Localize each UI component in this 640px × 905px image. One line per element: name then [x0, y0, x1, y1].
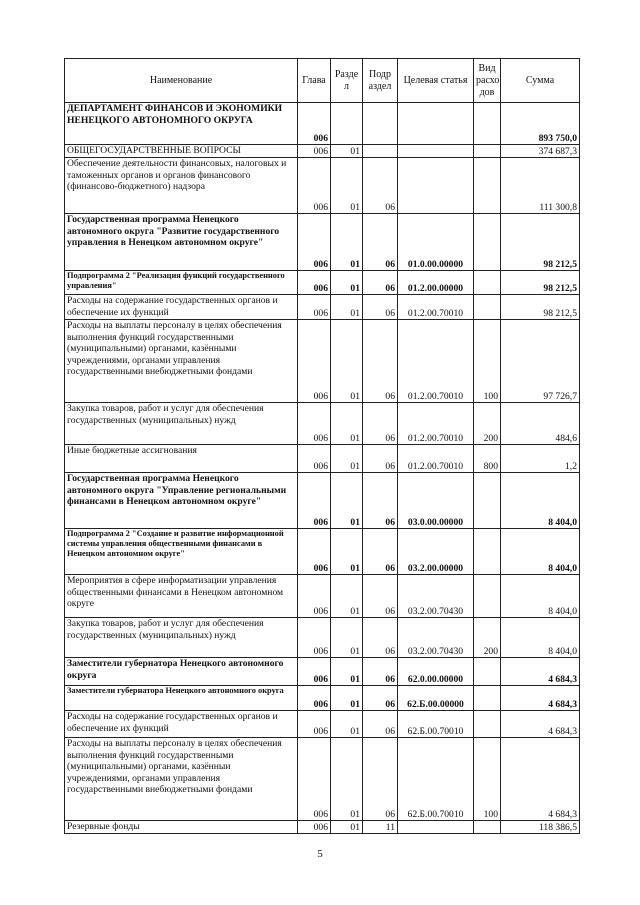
row-razdel: 01 — [331, 214, 363, 271]
row-target: 62.Б.00.00000 — [398, 686, 474, 711]
table-row — [65, 618, 580, 658]
row-podrazdel: 06 — [363, 271, 398, 295]
row-target — [398, 103, 474, 145]
row-razdel: 01 — [331, 445, 363, 473]
row-name: Закупка товаров, работ и услуг для обеспечения государственных (муниципальных) нужд — [65, 403, 298, 445]
row-razdel: 01 — [331, 403, 363, 445]
row-sum: 4 684,3 — [501, 738, 580, 821]
row-glava: 006 — [298, 145, 331, 158]
row-sum: 111 300,8 — [501, 158, 580, 214]
row-glava: 006 — [298, 103, 331, 145]
row-sum: 4 684,3 — [501, 711, 580, 738]
header-podrazdel: Подр аздел — [363, 59, 398, 103]
row-sum: 893 750,0 — [501, 103, 580, 145]
row-podrazdel: 06 — [363, 158, 398, 214]
row-name: Расходы на выплаты персоналу в целях обеспечения выполнения функций государственными (муниципальными) органами, казённыи учреждениями, органами управления государственными внебюджетными фондами — [65, 738, 298, 821]
row-sum: 4 684,3 — [501, 658, 580, 686]
row-target: 01.2.00.70010 — [398, 445, 474, 473]
row-sum: 118 386,5 — [501, 821, 580, 834]
row-target: 62.Б.00.70010 — [398, 738, 474, 821]
row-glava: 006 — [298, 711, 331, 738]
header-glava: Глава — [298, 59, 331, 103]
table-row — [65, 158, 580, 214]
row-vid: 200 — [474, 618, 501, 658]
row-vid — [474, 686, 501, 711]
row-name: Подпрограмма 2 "Создание и развитие информационной системы управления общественными финансами в Ненецком автономном округе" — [65, 529, 298, 575]
row-glava: 006 — [298, 738, 331, 821]
row-target: 01.2.00.70010 — [398, 320, 474, 403]
row-vid — [474, 214, 501, 271]
row-target — [398, 145, 474, 158]
row-razdel: 01 — [331, 320, 363, 403]
header-sum: Сумма — [501, 59, 580, 103]
table-row — [65, 271, 580, 295]
row-target — [398, 158, 474, 214]
row-podrazdel: 06 — [363, 658, 398, 686]
page-number: 5 — [317, 848, 323, 860]
row-vid: 100 — [474, 738, 501, 821]
row-vid — [474, 711, 501, 738]
row-vid — [474, 821, 501, 834]
row-target: 62.Б.00.70010 — [398, 711, 474, 738]
row-razdel: 01 — [331, 658, 363, 686]
row-target: 01.2.00.00000 — [398, 271, 474, 295]
table-row — [65, 214, 580, 271]
row-target: 03.0.00.00000 — [398, 473, 474, 529]
row-vid — [474, 473, 501, 529]
row-name: Заместители губернатора Ненецкого автономного округа — [65, 658, 298, 686]
row-glava: 006 — [298, 473, 331, 529]
row-glava: 006 — [298, 686, 331, 711]
row-sum: 484,6 — [501, 403, 580, 445]
row-name: Резервные фонды — [65, 821, 298, 834]
table-row — [65, 445, 580, 473]
row-podrazdel: 06 — [363, 320, 398, 403]
row-sum: 4 684,3 — [501, 686, 580, 711]
row-podrazdel: 06 — [363, 618, 398, 658]
header-row — [65, 59, 580, 103]
table-row — [65, 821, 580, 834]
row-podrazdel: 06 — [363, 473, 398, 529]
row-target: 62.0.00.00000 — [398, 658, 474, 686]
row-podrazdel — [363, 103, 398, 145]
row-vid — [474, 575, 501, 618]
row-vid — [474, 158, 501, 214]
row-razdel: 01 — [331, 711, 363, 738]
row-glava: 006 — [298, 618, 331, 658]
table-row — [65, 738, 580, 821]
row-name: ОБЩЕГОСУДАРСТВЕННЫЕ ВОПРОСЫ — [65, 145, 298, 158]
row-glava: 006 — [298, 529, 331, 575]
row-glava: 006 — [298, 445, 331, 473]
table-row — [65, 320, 580, 403]
row-razdel: 01 — [331, 145, 363, 158]
row-glava: 006 — [298, 158, 331, 214]
row-glava: 006 — [298, 271, 331, 295]
row-target: 01.2.00.70010 — [398, 403, 474, 445]
table-row — [65, 658, 580, 686]
row-razdel: 01 — [331, 686, 363, 711]
row-name: ДЕПАРТАМЕНТ ФИНАНСОВ И ЭКОНОМИКИ НЕНЕЦКОГО АВТОНОМНОГО ОКРУГА — [65, 103, 298, 145]
table-row — [65, 145, 580, 158]
row-vid — [474, 103, 501, 145]
row-podrazdel: 06 — [363, 295, 398, 320]
row-target: 03.2.00.00000 — [398, 529, 474, 575]
row-sum: 1,2 — [501, 445, 580, 473]
row-glava: 006 — [298, 575, 331, 618]
row-name: Иные бюджетные ассигнования — [65, 445, 298, 473]
row-glava: 006 — [298, 214, 331, 271]
row-target: 03.2.00.70430 — [398, 618, 474, 658]
row-podrazdel: 06 — [363, 403, 398, 445]
row-razdel: 01 — [331, 295, 363, 320]
row-podrazdel: 06 — [363, 686, 398, 711]
row-glava: 006 — [298, 403, 331, 445]
row-vid — [474, 271, 501, 295]
row-sum: 98 212,5 — [501, 214, 580, 271]
row-vid — [474, 529, 501, 575]
row-target: 03.2.00.70430 — [398, 575, 474, 618]
row-glava: 006 — [298, 658, 331, 686]
row-vid: 200 — [474, 403, 501, 445]
row-podrazdel: 11 — [363, 821, 398, 834]
row-name: Расходы на содержание государственных органов и обеспечение их функций — [65, 295, 298, 320]
budget-table — [64, 58, 580, 834]
row-glava: 006 — [298, 821, 331, 834]
row-name: Государственная программа Ненецкого автономного округа "Развитие государственного управления в Ненецком автономном округе" — [65, 214, 298, 271]
row-glava: 006 — [298, 320, 331, 403]
table-row — [65, 103, 580, 145]
row-name: Подпрограмма 2 "Реализация функций государственного управления" — [65, 271, 298, 295]
row-razdel: 01 — [331, 618, 363, 658]
table-row — [65, 686, 580, 711]
row-razdel: 01 — [331, 473, 363, 529]
table-row — [65, 403, 580, 445]
row-razdel: 01 — [331, 271, 363, 295]
row-vid — [474, 145, 501, 158]
row-razdel: 01 — [331, 738, 363, 821]
row-target: 01.2.00.70010 — [398, 295, 474, 320]
table-row — [65, 575, 580, 618]
row-sum: 97 726,7 — [501, 320, 580, 403]
row-sum: 98 212,5 — [501, 295, 580, 320]
row-sum: 8 404,0 — [501, 529, 580, 575]
table-row — [65, 711, 580, 738]
row-razdel: 01 — [331, 821, 363, 834]
header-razdel: Разде л — [331, 59, 363, 103]
row-razdel — [331, 103, 363, 145]
row-razdel: 01 — [331, 575, 363, 618]
row-sum: 8 404,0 — [501, 618, 580, 658]
row-name: Мероприятия в сфере информатизации управления общественными финансами в Ненецком автономном округе — [65, 575, 298, 618]
table-row — [65, 529, 580, 575]
row-podrazdel: 06 — [363, 711, 398, 738]
row-vid: 800 — [474, 445, 501, 473]
row-sum: 8 404,0 — [501, 575, 580, 618]
row-podrazdel: 06 — [363, 445, 398, 473]
row-sum: 8 404,0 — [501, 473, 580, 529]
row-razdel: 01 — [331, 529, 363, 575]
header-target: Целевая статья — [398, 59, 474, 103]
row-razdel: 01 — [331, 158, 363, 214]
row-podrazdel: 06 — [363, 738, 398, 821]
header-name: Наименование — [65, 59, 298, 103]
header-vid: Вид расхо дов — [474, 59, 501, 103]
table-row — [65, 295, 580, 320]
row-sum: 374 687,3 — [501, 145, 580, 158]
row-podrazdel: 06 — [363, 214, 398, 271]
row-podrazdel — [363, 145, 398, 158]
row-vid: 100 — [474, 320, 501, 403]
row-name: Расходы на выплаты персоналу в целях обеспечения выполнения функций государственными (муниципальными) органами, казёнными учреждениями, органами управления государственными внебюджетными фондами — [65, 320, 298, 403]
row-name: Обеспечение деятельности финансовых, налоговых и таможенных органов и органов финансового (финансово-бюджетного) надзора — [65, 158, 298, 214]
row-podrazdel: 06 — [363, 529, 398, 575]
row-podrazdel: 06 — [363, 575, 398, 618]
row-name: Закупка товаров, работ и услуг для обеспечения государственных (муниципальных) нужд — [65, 618, 298, 658]
row-target — [398, 821, 474, 834]
row-glava: 006 — [298, 295, 331, 320]
row-vid — [474, 295, 501, 320]
row-name: Государственная программа Ненецкого автономного округа "Управление региональными финансами в Ненецком автономном округе" — [65, 473, 298, 529]
row-vid — [474, 658, 501, 686]
row-name: Расходы на содержание государственных органов и обеспечение их функций — [65, 711, 298, 738]
table-row — [65, 473, 580, 529]
row-name: Заместители губернатора Ненецкого автономного округа — [65, 686, 298, 711]
row-target: 01.0.00.00000 — [398, 214, 474, 271]
row-sum: 98 212,5 — [501, 271, 580, 295]
